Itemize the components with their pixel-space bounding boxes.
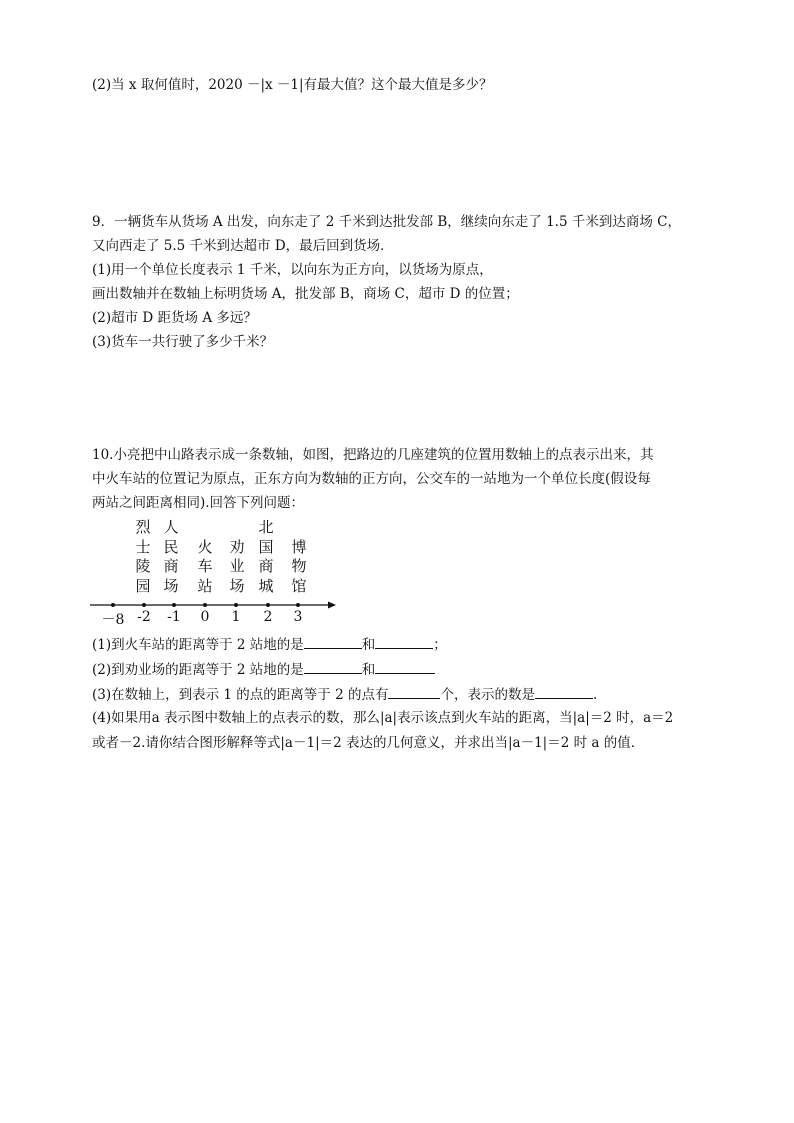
q10-part4-line2: 或者－2.请你结合图形解释等式|a－1|＝2 表达的几何意义，并求出当|a－1|＝2 时 a 的值．	[92, 735, 645, 751]
q10-part3-text-a: (3)在数轴上，到表示 1 的点的距离等于 2 的点有	[92, 687, 389, 703]
tick-label-2: 2	[263, 609, 273, 625]
point-minus-8	[111, 603, 115, 607]
number-line-arrow	[328, 602, 336, 609]
q10-part4-line1: (4)如果用a 表示图中数轴上的点表示的数，那么|a|表示该点到火车站的距离，当|a|＝2 时，a＝2	[92, 710, 674, 726]
building-label-quanye-market: 劝业场	[229, 537, 245, 595]
answer-blank-2b[interactable]	[375, 659, 435, 674]
tick-label-1: 1	[231, 609, 241, 625]
building-label-peoples-market: 人民商场	[163, 518, 179, 595]
building-label-martyrs-cemetery: 烈士陵园	[135, 518, 151, 595]
q10-part1-text-b: 和	[361, 637, 376, 653]
point-2	[266, 603, 270, 607]
q10-part2-text-a: (2)到劝业场的距离等于 2 站地的是	[92, 662, 304, 678]
q10-part3-text-c: .	[592, 687, 598, 703]
tick-label-minus-1: -1	[167, 609, 181, 625]
tick-label-minus-2: -2	[137, 609, 151, 625]
q10-stem-line3: 两站之间距离相同).回答下列问题：	[92, 495, 305, 511]
q10-stem-line1: 10.小亮把中山路表示成一条数轴，如图，把路边的几座建筑的位置用数轴上的点表示出来，其	[92, 447, 654, 463]
tick-label-minus-8: －8	[101, 612, 125, 628]
q10-part3	[92, 684, 597, 704]
q9-part3: (3)货车一共行驶了多少千米？	[92, 334, 274, 350]
q10-stem-line2: 中火车站的位置记为原点，正东方向为数轴的正方向，公交车的一站地为一个单位长度(假设每	[92, 471, 651, 487]
answer-blank-1a[interactable]	[304, 634, 362, 649]
building-label-museum: 博物馆	[291, 537, 307, 595]
building-label-beiguo-mall: 北国商城	[258, 518, 274, 595]
q10-part1	[92, 634, 447, 654]
q10-part2-text-b: 和	[361, 662, 376, 678]
answer-blank-2a[interactable]	[304, 659, 362, 674]
q10-part1-text-a: (1)到火车站的距离等于 2 站地的是	[92, 637, 304, 653]
answer-blank-3b[interactable]	[535, 684, 593, 699]
q8-part2-text: (2)当 x 取何值时，2020 －|x －1|有最大值？这个最大值是多少？	[92, 77, 493, 93]
q9-stem-line2: 又向西走了 5.5 千米到达超市 D，最后回到货场．	[92, 238, 394, 254]
q9-stem-line1: 9．一辆货车从货场 A 出发，向东走了 2 千米到达批发部 B，继续向东走了 1.5 千米到达商场 C，	[92, 214, 681, 230]
q9-part1-line1: (1)用一个单位长度表示 1 千米，以向东为正方向，以货场为原点，	[92, 262, 493, 278]
q10-part1-text-c: ；	[433, 637, 447, 653]
point-minus-1	[172, 603, 176, 607]
answer-blank-3a[interactable]	[388, 684, 440, 699]
point-3	[296, 603, 300, 607]
building-label-train-station: 火车站	[197, 537, 213, 595]
tick-label-0: 0	[200, 609, 210, 625]
q10-part3-text-b: 个，表示的数是	[440, 687, 535, 703]
tick-label-3: 3	[293, 609, 303, 625]
point-minus-2	[142, 603, 146, 607]
answer-blank-1b[interactable]	[375, 634, 433, 649]
point-1	[234, 603, 238, 607]
q9-part2: (2)超市 D 距货场 A 多远？	[92, 310, 257, 326]
q10-part2	[92, 659, 435, 679]
q9-part1-line2: 画出数轴并在数轴上标明货场 A，批发部 B，商场 C，超市 D 的位置；	[92, 286, 519, 302]
point-0	[203, 603, 207, 607]
